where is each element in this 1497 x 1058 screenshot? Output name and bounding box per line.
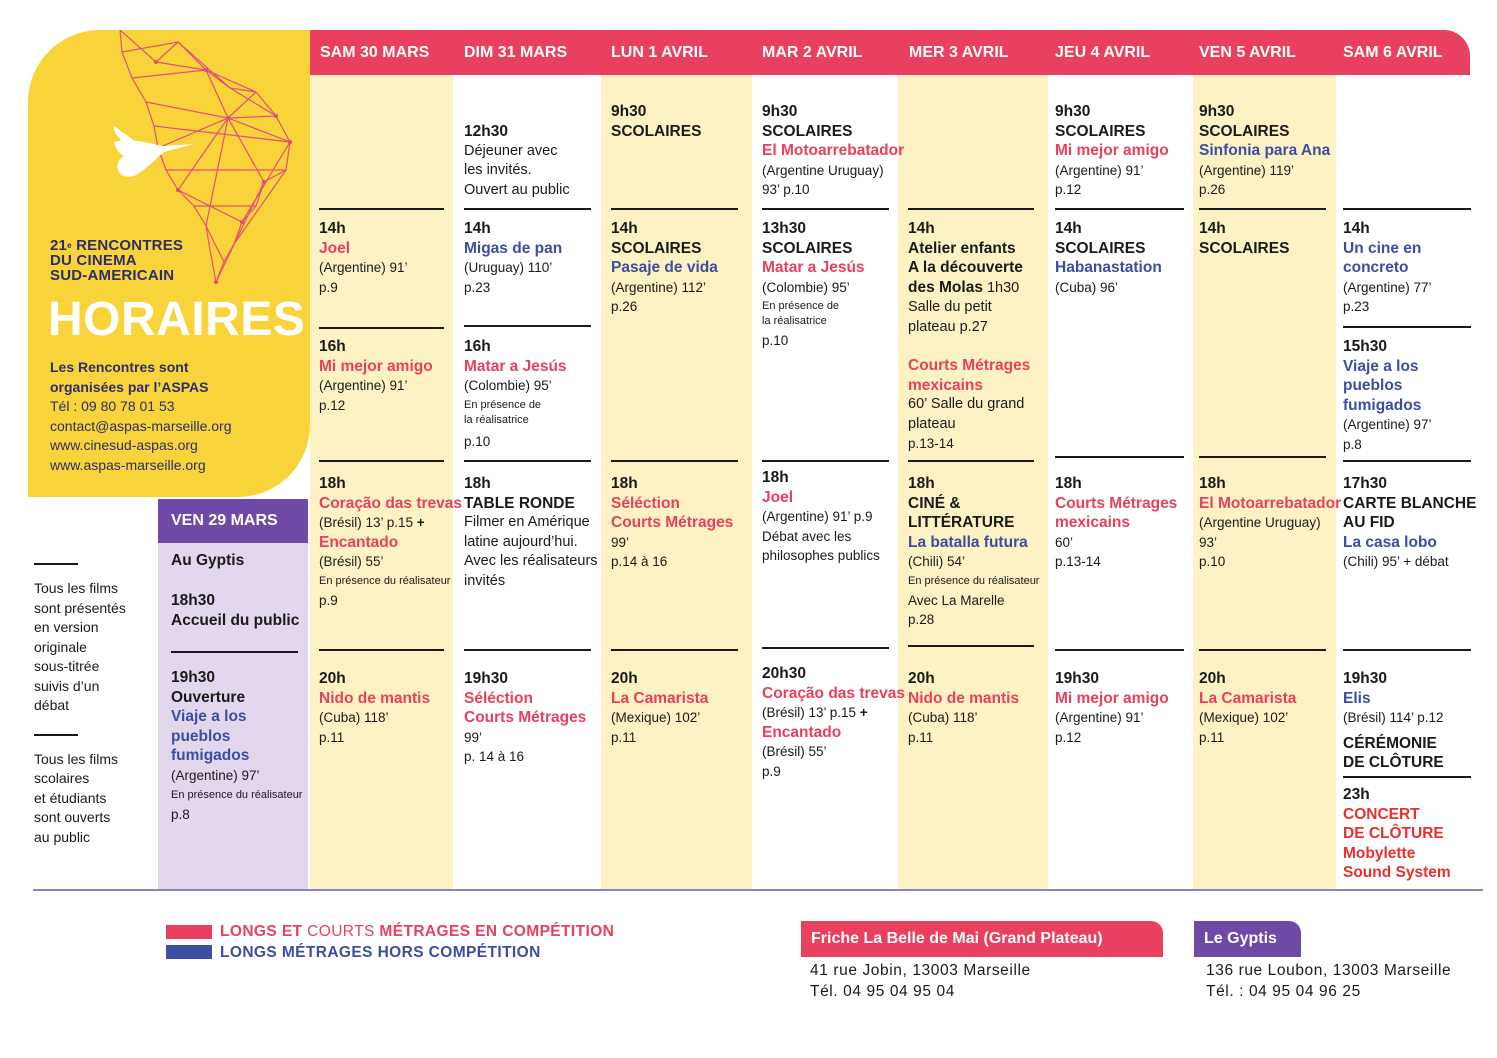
session: 20h30 Coração das trevas (Brésil) 13’ p.15 + Encantado (Brésil) 55’ p.9 xyxy=(762,665,906,779)
divider xyxy=(1343,208,1471,210)
session: 15h30 Viaje a los pueblos fumigados (Argentine) 97’ p.8 xyxy=(1343,338,1432,452)
divider xyxy=(464,649,591,651)
divider xyxy=(34,734,78,736)
divider xyxy=(319,649,444,651)
legend-hors-competition: LONGS MÉTRAGES HORS COMPÉTITION xyxy=(220,944,541,961)
divider xyxy=(464,325,591,327)
session: 18h Joel (Argentine) 91’ p.9 Débat avec les philosophes publics xyxy=(762,469,880,563)
session: 20h Nido de mantis (Cuba) 118’ p.11 xyxy=(908,670,1020,745)
session: 14h Joel (Argentine) 91’ p.9 xyxy=(319,220,408,295)
session: 16h Mi mejor amigo (Argentine) 91’ p.12 xyxy=(319,338,433,413)
session: 9h30 SCOLAIRES El Motoarrebatador (Argentine Uruguay) 93’ p.10 xyxy=(762,103,905,197)
session: 14h Migas de pan (Uruguay) 110’ p.23 xyxy=(464,220,563,295)
day-header: VEN 5 AVRIL xyxy=(1199,44,1296,61)
session: Au Gyptis xyxy=(171,552,245,569)
page-title: HORAIRES xyxy=(48,293,306,346)
session: 18h CINÉ & LITTÉRATURE La batalla futura (Chili) 54’ En présence du réalisateur Avec La Marelle p.28 xyxy=(908,475,1040,627)
divider xyxy=(1343,776,1471,778)
divider xyxy=(1199,456,1326,458)
edition-label: 21e RENCONTRES DU CINEMA SUD-AMERICAIN xyxy=(50,237,184,284)
session: 12h30 Déjeuner avec les invités. Ouvert au public xyxy=(464,123,570,198)
venue-address-gyptis: 136 rue Loubon, 13003 Marseille Tél. : 04 95 04 96 25 xyxy=(1206,962,1452,1000)
session: 18h Séléction Courts Métrages 99’ p.14 à 16 xyxy=(611,475,734,569)
divider xyxy=(33,889,1483,891)
notes xyxy=(34,563,144,847)
note-scolaires: Tous les films scolaires et étudiants sont ouverts au public xyxy=(34,750,119,845)
day-column-ven29 xyxy=(158,499,308,890)
session: 14h Atelier enfants A la découverte des Molas 1h30 Salle du petit plateau p.27 xyxy=(908,220,1023,335)
session: 18h30 Accueil du public xyxy=(171,592,300,629)
session: 19h30 Séléction Courts Métrages 99’ p. 14 à 16 xyxy=(464,670,587,764)
divider xyxy=(762,208,889,210)
divider xyxy=(611,460,738,462)
day-header: MER 3 AVRIL xyxy=(909,44,1009,61)
website-link[interactable]: www.aspas-marseille.org xyxy=(50,456,206,473)
session: 20h La Camarista (Mexique) 102’ p.11 xyxy=(1199,670,1297,745)
divider xyxy=(1055,208,1184,210)
legend-competition: LONGS ET COURTS MÉTRAGES EN COMPÉTITION xyxy=(220,923,615,940)
session: 14h Un cine en concreto (Argentine) 77’ p.23 xyxy=(1343,220,1432,314)
legend xyxy=(220,921,614,963)
divider xyxy=(762,460,889,462)
venue-tag-friche: Friche La Belle de Mai (Grand Plateau) xyxy=(801,921,1163,957)
note-vo: Tous les films sont présentés en version originale sous-titrée suivis d’un débat xyxy=(34,580,126,713)
session: 19h30 Mi mejor amigo (Argentine) 91’ p.12 xyxy=(1055,670,1169,745)
session: 19h30 Elis (Brésil) 114’ p.12 CÉRÉMONIE DE CLÔTURE xyxy=(1343,670,1444,771)
venue-address-friche: 41 rue Jobin, 13003 Marseille Tél. 04 95 04 95 04 xyxy=(810,962,1031,1000)
session: 14h SCOLAIRES Habanastation (Cuba) 96’ xyxy=(1055,220,1162,295)
session: 18h El Motoarrebatador (Argentine Uruguay) 93’ p.10 xyxy=(1199,475,1342,569)
divider xyxy=(1199,649,1326,651)
session: Courts Métrages mexicains 60’ Salle du grand plateau p.13-14 xyxy=(908,357,1031,451)
divider xyxy=(171,651,298,653)
session: 9h30 SCOLAIRES Sinfonia para Ana (Argentine) 119’ p.26 xyxy=(1199,103,1331,197)
divider xyxy=(464,208,591,210)
email-link[interactable]: contact@aspas-marseille.org xyxy=(50,417,232,434)
divider xyxy=(319,208,444,210)
session: 13h30 SCOLAIRES Matar a Jesús (Colombie) 95’ En présence de la réalisatrice p.10 xyxy=(762,220,865,348)
divider xyxy=(1055,649,1184,651)
day-header: MAR 2 AVRIL xyxy=(762,44,863,61)
divider xyxy=(34,563,78,565)
day-header-bar xyxy=(310,30,1470,75)
legend-flag-icon xyxy=(166,925,212,959)
session: 18h TABLE RONDE Filmer en Amérique latine aujourd’hui. Avec les réalisateurs invités xyxy=(464,475,598,589)
session: 14h SCOLAIRES Pasaje de vida (Argentine) 112’ p.26 xyxy=(611,220,718,314)
divider xyxy=(762,647,889,649)
divider xyxy=(1343,460,1471,462)
session: 17h30 CARTE BLANCHE AU FID La casa lobo (Chili) 95’ + débat xyxy=(1343,475,1477,569)
divider xyxy=(908,208,1034,210)
divider xyxy=(611,208,738,210)
divider xyxy=(908,460,1034,462)
session: 9h30 SCOLAIRES Mi mejor amigo (Argentine) 91’ p.12 xyxy=(1055,103,1169,197)
divider xyxy=(1055,456,1184,458)
day-header: LUN 1 AVRIL xyxy=(611,44,708,61)
session: 23h CONCERT DE CLÔTURE Mobylette Sound System xyxy=(1343,786,1451,881)
divider xyxy=(1343,649,1471,651)
divider xyxy=(1343,326,1471,328)
day-header: DIM 31 MARS xyxy=(464,44,568,61)
hummingbird-icon xyxy=(114,126,194,177)
session: 19h30 Ouverture Viaje a los pueblos fumigados (Argentine) 97’ En présence du réalisateur p.8 xyxy=(171,669,303,822)
divider xyxy=(611,649,738,651)
session: 16h Matar a Jesús (Colombie) 95’ En présence de la réalisatrice p.10 xyxy=(464,338,567,449)
brand-panel xyxy=(28,30,310,497)
session: 18h Coração das trevas (Brésil) 13’ p.15 + Encantado (Brésil) 55’ En présence du réalisateur p.9 xyxy=(319,475,463,608)
divider xyxy=(908,645,1034,647)
session: 18h Courts Métrages mexicains 60’ p.13-14 xyxy=(1055,475,1178,569)
day-header: SAM 30 MARS xyxy=(320,44,430,61)
session: 20h La Camarista (Mexique) 102’ p.11 xyxy=(611,670,709,745)
divider xyxy=(1199,208,1326,210)
venue-tag-gyptis: Le Gyptis xyxy=(1194,921,1301,957)
divider xyxy=(319,327,444,329)
session: 9h30 SCOLAIRES xyxy=(611,103,702,140)
session: 20h Nido de mantis (Cuba) 118’ p.11 xyxy=(319,670,431,745)
website-link[interactable]: www.cinesud-aspas.org xyxy=(50,437,198,453)
phone-text: Tél : 09 80 78 01 53 xyxy=(50,398,175,414)
day-header: SAM 6 AVRIL xyxy=(1343,44,1443,61)
organizer-info: Les Rencontres sont organisées par l’ASPAS Tél : 09 80 78 01 53 contact@aspas-marseille.org www.cinesud-aspas.org www.aspas-marseille.org xyxy=(50,358,232,475)
divider xyxy=(319,460,444,462)
divider xyxy=(464,460,591,462)
day-header: VEN 29 MARS xyxy=(158,499,308,543)
session: 14h SCOLAIRES xyxy=(1199,220,1290,257)
day-header: JEU 4 AVRIL xyxy=(1055,44,1151,61)
